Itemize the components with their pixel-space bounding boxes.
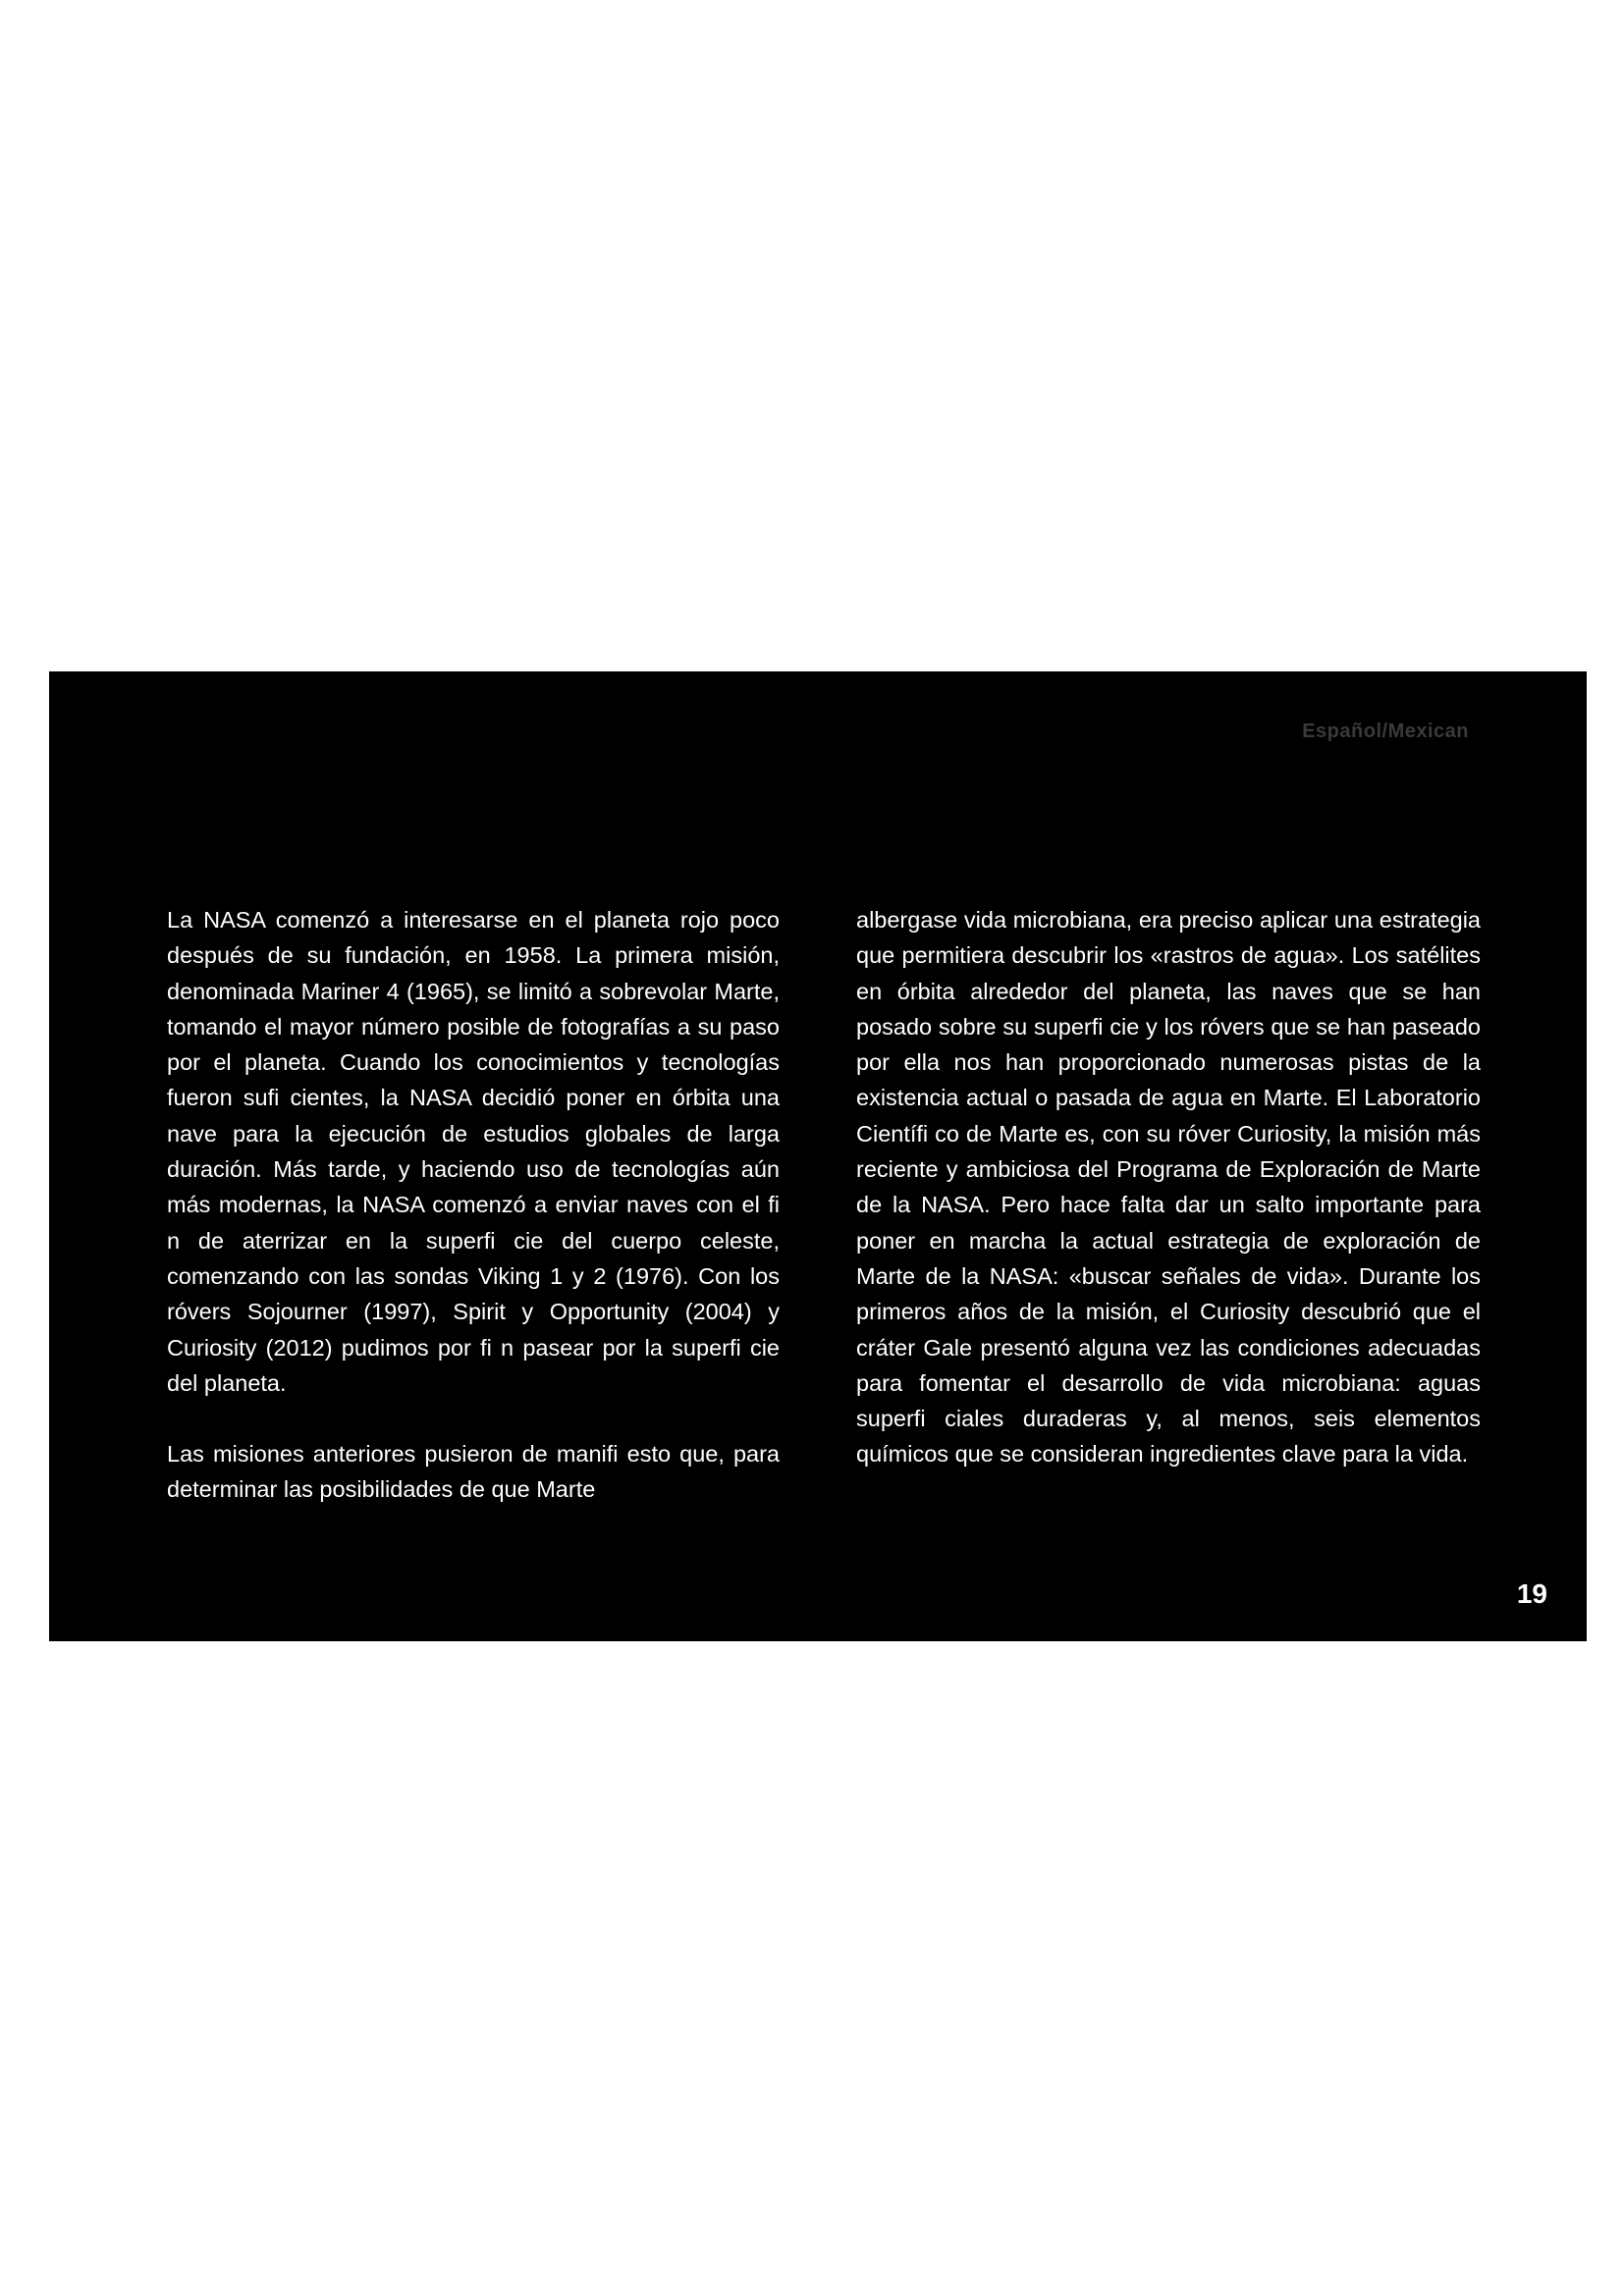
left-paragraph-1: La NASA comenzó a interesarse en el planeta rojo poco después de su fundación, en 1958. La primera misión, denominada Mariner 4 (1965), se limitó a sobrevolar Marte, tomando el mayor número posible de fotografías a su paso por el planeta. Cuando los conocimientos y tecnologías fueron sufi cientes, la NASA decidió poner en órbita una nave para la ejecución de estudios globales de larga duración. Más tarde, y haciendo uso de tecnologías aún más modernas, la NASA comenzó a enviar naves con el fi n de aterrizar en la superfi cie del cuerpo celeste, comenzando con las sondas Viking 1 y 2 (1976). Con los róvers Sojourner (1997), Spirit y Opportunity (2004) y Curiosity (2012) pudimos por fi n pasear por la superfi cie del planeta.: [167, 907, 780, 1396]
language-label: Español/Mexican: [1302, 721, 1469, 742]
left-paragraph-2: Las misiones anteriores pusieron de manifi esto que, para determinar las posibilidades de que Marte: [167, 1441, 780, 1503]
content-panel: [49, 671, 1587, 1641]
page-number: 19: [1516, 1578, 1547, 1609]
right-paragraph-1: albergase vida microbiana, era preciso aplicar una estrategia que permitiera descubrir los «rastros de agua». Los satélites en órbita alrededor del planeta, las naves que se han posado sobre su superfi cie y los róvers que se han paseado por ella nos han proporcionado numerosas pistas de la existencia actual o pasada de agua en Marte. El Laboratorio Científi co de Marte es, con su róver Curiosity, la misión más reciente y ambiciosa del Programa de Exploración de Marte de la NASA. Pero hace falta dar un salto importante para poner en marcha la actual estrategia de exploración de Marte de la NASA: «buscar señales de vida». Durante los primeros años de la misión, el Curiosity descubrió que el cráter Gale presentó alguna vez las condiciones adecuadas para fomentar el desarrollo de vida microbiana: aguas superfi ciales duraderas y, al menos, seis elementos químicos que se consideran ingredientes clave para la vida.: [856, 907, 1481, 1468]
right-text-column: [856, 902, 1481, 1472]
left-text-column: [167, 902, 780, 1508]
